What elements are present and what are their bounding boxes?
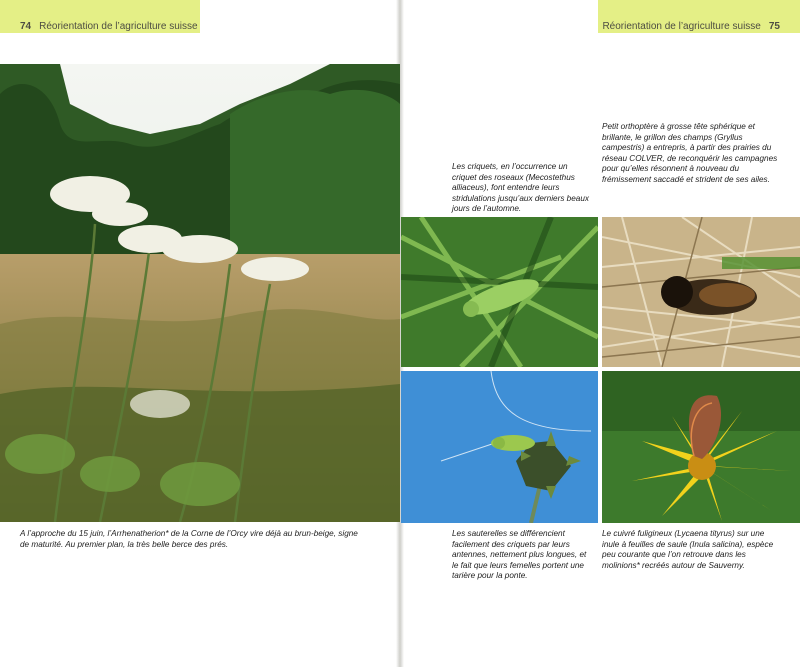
- page-number-right: 75: [768, 21, 780, 32]
- katydid-caption: Les sauterelles se différencient facilement des criquets par leurs antennes, nettement plus longues, et le fait que leurs femelles portent une tarière pour la ponte.: [452, 529, 587, 581]
- butterfly-photo: [602, 371, 800, 523]
- running-head-right: [602, 21, 780, 32]
- katydid-photo: [401, 371, 598, 523]
- meadow-caption: A l’approche du 15 juin, l’Arrhenatherion* de la Corne de l’Orcy vire déjà au brun-beige, signe de maturité. Au premier plan, la très belle berce des prés.: [20, 529, 358, 549]
- cricket-photo: [401, 217, 598, 367]
- running-title-left: Réorientation de l’agriculture suisse: [39, 21, 198, 32]
- cricket-caption: Les criquets, en l’occurrence un criquet des roseaux (Mecostethus alliaceus), font entendre leurs stridulations jusqu’aux derniers beaux jours de l’automne.: [452, 162, 589, 214]
- butterfly-caption: Le cuivré fuligineux (Lycaena tityrus) sur une inule à feuilles de saule (Inula salicina), espèce peu courante que l’on retrouve dans les molinions* recréés autour de Sauverny.: [602, 529, 774, 570]
- page-number-left: 74: [20, 21, 32, 32]
- running-head-left: [20, 21, 198, 32]
- running-title-right: Réorientation de l’agriculture suisse: [602, 21, 761, 32]
- meadow-photo: [0, 64, 400, 522]
- field-cricket-photo: [602, 217, 800, 367]
- field-cricket-caption: Petit orthoptère à grosse tête sphérique et brillante, le grillon des champs (Gryllus campestris) a entrepris, à partir des prairies du réseau COLVER, de reconquérir les campagnes pour qu’elles résonnent à nouveau du frémissement saccadé et strident de ses ailes.: [602, 122, 778, 184]
